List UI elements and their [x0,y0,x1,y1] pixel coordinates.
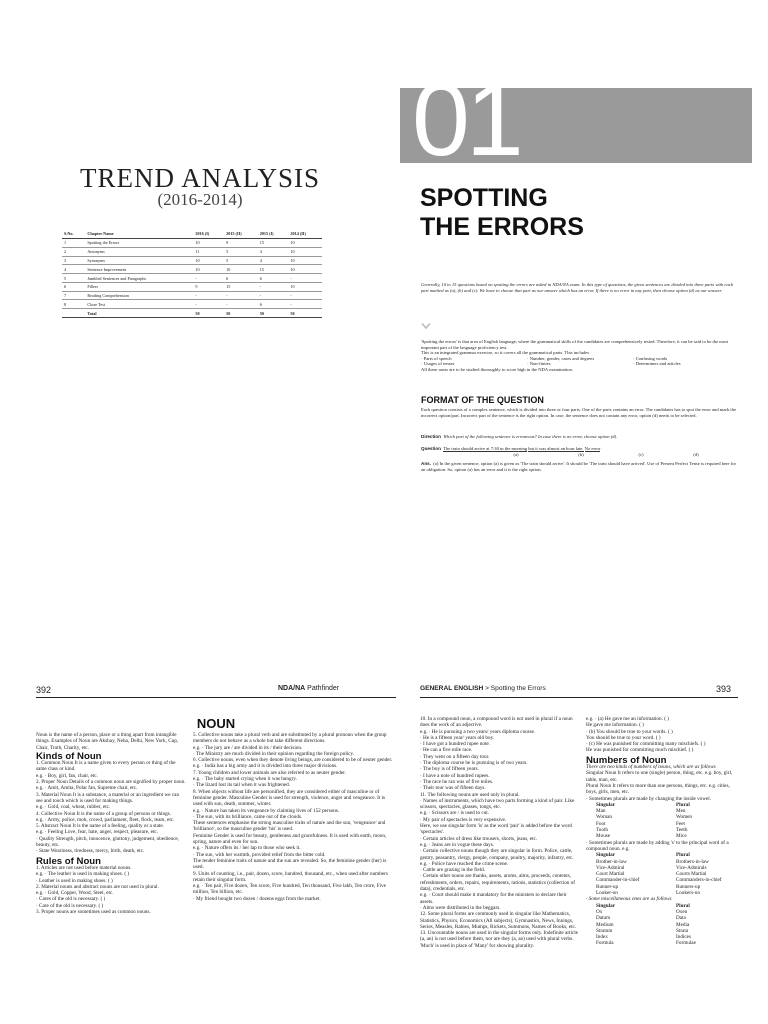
table-cell: - [224,291,258,300]
plural-table-cell: Feet [676,820,685,827]
noun-intro: Noun is the name of a person, place or a thing apart from intangible things. Examples of Noun are Akshay, Neha, Delhi, New York, Cup, Chair, Truth, Charity, etc. [36,732,179,751]
grammar-topic-item: · Parts of speech [421,355,452,361]
grammar-topic-item: · Number, gender, cases and degrees [527,355,595,361]
column-line: e.g. · Ten pair, Five dozen, Ten score, Five hundred, Ten thousand, Five lakh, Ten crore, Five million, Ten billion, etc. [193,883,386,896]
answer-label: Ans. [421,461,431,466]
table-cell: Fillers [85,282,193,291]
plural-table-header: Singular [596,801,616,808]
grammar-topic-item: · Determiners and articles [633,361,681,367]
table-cell: 15 [258,239,289,248]
example-line: e.g. · (a) He gave me an information. ( ) [586,716,669,722]
plural-table-cell: Looker-on [596,890,618,897]
table-cell: 4 [258,247,289,256]
kinds-line: e.g. · Boy, girl, fan, chair, etc. [36,772,98,779]
rules-line: · Care of the old is necessary. ( ) [36,902,104,909]
column-line: Feminine Gender is used for beauty, gentleness and gracefulness. It is used with earth, moon, spring, nature and even for sun. [193,832,387,846]
plural-table-header: Singular [596,852,616,859]
table-cell: Reading Comprehension [85,291,193,300]
chevron-down-icon [421,322,431,330]
changing-inside-note: · Sometimes plurals are made by changing the inside vowel. [586,795,712,802]
question-part-c: No error [584,446,601,451]
trend-header-cell: 2014 (II) [288,229,322,239]
plural-table-cell: Medium [596,921,614,928]
kinds-line: 4. Collective Noun It is the name of a group of persons or things. [36,810,171,817]
column-line: e.g. · Nature has taken its vengeance by claiming lives of 152 persons. [193,807,340,814]
grammar-topic-item: · Non-finites [527,361,551,367]
column-line: · The sun, with its brilliance, came out of the clouds. [193,813,303,820]
table-cell: 50 [193,309,224,318]
column-line: · The race he ran was of five miles. [420,778,494,785]
table-cell: - [224,300,258,309]
rules-line: e.g. · The leather is used in making shoes. ( ) [36,871,130,878]
column-line: 10. In a compound noun, a compound word is not used in plural if a noun does the work of an adjective. [420,716,573,729]
running-header-left-rest: Pathfinder [305,685,340,692]
table-cell: 6 [62,282,85,291]
plural-table-cell: Brother-in-law [596,858,627,865]
table-cell: - [258,282,289,291]
trend-header-cell: 2016 (I) [193,229,224,239]
column-line: · Their tour was of fifteen days. [420,785,486,792]
bullet-text: Parts of speech [423,355,452,361]
column-line: Here, we use singular form 'is' as the word 'pair' is added before the word 'spectacles'. [420,823,572,836]
question-marks [481,452,739,458]
column-line: · Certain collective nouns though they are singular in form. Police, cattle, gentry, peasantry, clergy, people, company, poultry, majority, infantry, etc. [420,848,574,861]
table-cell: 5 [62,274,85,283]
table-cell: 9 [224,239,258,248]
mark-a: (a) [513,451,519,457]
kinds-line: · State Weariness, tiredness, mercy, birth, death, etc. [36,848,145,855]
table-cell: 6 [258,274,289,283]
numbers-heading: Numbers of Noun [586,754,667,766]
column-line: e.g. · Police have reached the crime scene. [420,860,509,867]
column-line: These sentences emphasise the strong masculine traits of nature and the sun, 'vengeance' and 'brilliance', so the masculine gender 'his' is used. [193,820,386,833]
rules-heading: Rules of Noun [36,855,102,867]
plural-table-header: Plural [676,902,690,909]
trend-table-body [62,239,322,318]
information-examples [586,716,738,754]
column-line: · He can a five mile race. [420,747,473,754]
plural-table-cell: Datum [596,915,611,922]
column-line: · Cattle are grazing in the field. [420,867,485,874]
mark-c: (c) [638,451,644,457]
trend-header-cell: S.No. [62,229,85,239]
bullet-text: Confusing words [635,355,668,361]
grammar-topic-item: · Usages of tenses [421,361,455,367]
trend-header-cell: 2015 (II) [224,229,258,239]
table-cell: 50 [288,309,322,318]
table-row [62,239,322,248]
rules-list [36,865,186,915]
table-cell: 15 [258,265,289,274]
plural-table-cell: Teeth [676,827,688,834]
plural-table-cell: Data [676,915,686,922]
plural-table-cell: Mouse [596,833,611,840]
running-header-right-bold: GENERAL ENGLISH [420,685,484,692]
column-line: · They went on a fifteen day tour. [420,753,490,760]
table-cell: Spotting the Errors [85,239,193,248]
chapter-para-2: This is an integrated grammar exercise, so it covers all the grammatical parts. This includes [421,350,590,356]
direction-line [421,434,739,440]
column-line: · He is a fifteen year/ years old boy. [420,734,495,741]
chapter-title-line2: THE ERRORS [420,213,584,241]
plural-table-cell: Formulae [676,940,696,947]
plural-table-vowel [596,802,738,840]
table-cell: 8 [62,300,85,309]
plural-table-cell: Woman [596,814,613,821]
table-cell: 2 [62,247,85,256]
column-line: 11. The following nouns are used only in plural. [420,791,520,798]
plural-table-cell: Foot [596,820,606,827]
table-row-total [62,309,322,318]
plural-definition: Plural Noun It refers to more than one persons, things, etc. e.g. cities, boys, girls, men, etc. [586,782,730,796]
plural-table-cell: Mice [676,833,687,840]
plural-table-cell: Media [676,921,690,928]
right-page-column-2 [586,716,738,947]
trend-analysis-title: TREND ANALYSIS [79,163,321,193]
plural-table-cell: Stratum [596,927,613,934]
plural-table-cell: Runners-up [676,883,701,890]
right-page-column-1 [420,716,580,949]
plural-table-cell: Formula [596,940,614,947]
table-cell: 11 [193,247,224,256]
rules-line: 2. Material nouns and abstract nouns are not used in plural. [36,883,159,890]
chapter-intro: Generally, 10 to 15 questions based on spotting the errors are asked in NDA/NA exam. In this type of questions, the given sentences are divided into three parts with each part marked as (a), (b) and (c). We have to choose that part as our answer which has an error. If there is no error in any part, then choose option (d) as our answer. [421,282,734,293]
trend-analysis-years: (2016-2014) [157,190,243,209]
trend-analysis-table [62,229,322,318]
column-line: e.g. · Nature offers its / her lap to those who seek it. [193,845,301,852]
table-row [62,247,322,256]
column-line: · I have a note of hundred rupees. [420,772,490,779]
table-cell [62,309,85,318]
page-number-left: 392 [36,685,52,695]
plural-table-cell: Runner-up [596,883,619,890]
answer-line [421,461,739,472]
table-cell: - [193,291,224,300]
table-cell: 10 [288,247,322,256]
kinds-list [36,760,186,854]
table-cell: 15 [224,282,258,291]
table-cell: 10 [193,239,224,248]
plural-table-cell: Commanders-in-chief [676,877,722,884]
question-part-b: but it was almost an hour late. [528,446,584,451]
table-cell: 10 [288,256,322,265]
trend-table-header [62,229,322,239]
noun-title: NOUN [196,716,236,731]
plural-table-cell: Ox [596,908,603,915]
numbers-intro: There are two kinds of numbers of nouns, which are as follows [586,764,716,771]
header-rule-left [36,697,396,698]
grammar-topics-list [421,356,739,367]
column-line: · Names of instruments, which have two parts forming a kind of pair. Like scissors, spectacles, glasses, tongs, etc. [420,797,575,811]
column-line: e.g. · Court should make it mandatory for the ministers to declare their assets. [420,892,567,905]
column-line: 13. Uncountable nouns are used in the singular forms only. Indefinite article (a, an) is not used before them, nor are they (a, an) used with plural verbs. 'Much' is used in place of 'Many' for showing plurality. [420,930,578,949]
table-row [62,282,322,291]
column-line: e.g. · Jeans are in vogue these days. [420,841,495,848]
column-line: · My friend bought two dozen / dozens eggs from the market. [193,895,321,902]
chapter-title [420,184,584,242]
column-line: 6. Collective nouns, even when they denote living beings, are considered to be of neuter gender. [193,757,393,764]
plural-table-misc [596,903,738,947]
table-cell: Cloze Test [85,300,193,309]
plural-table-cell: Men [676,808,686,815]
left-page-column-2 [193,732,393,902]
mark-d: (d) [693,451,699,457]
chapter-title-line1: SPOTTING [420,184,548,212]
column-line: · The diploma course he is pursuing is of two years. [420,760,528,767]
table-cell: Sentence Improvement [85,265,193,274]
left-page-column-1 [36,732,186,915]
plural-table-cell: Brothers-in-law [676,858,709,865]
format-heading: FORMAT OF THE QUESTION [421,395,544,405]
table-cell: - [193,300,224,309]
question-line [421,446,739,457]
column-line: 8. When objects without life are personified, they are considered either of masculine or of feminine gender. Masculine Gender is used for strength, violence, anger and vengeance. It is used with sun, death, summer, winter. [193,788,386,808]
rules-line: e.g. · Gold, Copper, Wood, Steel, etc. [36,890,114,897]
table-row [62,256,322,265]
kinds-line: e.g. · Gold, coal, wheat, rubber, etc. [36,804,111,811]
header-rule-right [420,697,738,698]
plural-table-header: Singular [596,902,616,909]
kinds-line: e.g. · Amit, Amita, Polar fan, Supreme chair, etc. [36,785,138,792]
table-cell: - [288,274,322,283]
chapter-body [421,339,739,373]
column-line: · Certain other nouns are thanks, assets, aroms, alms, proceeds, contents, refreshments, orders, repairs, requirements, rations, statistics (collection of data), credentials, etc. [420,873,575,893]
table-cell: 10 [193,256,224,265]
plural-table-cell: Man [596,808,606,815]
singular-definition: Singular Noun It refers to one (single) person, thing, etc. e.g. boy, girl, table, man, etc. [586,770,733,783]
plural-table-cell: Strata [676,927,689,934]
column-line: e.g. · The baby started crying when it was hungry. [193,776,297,783]
table-cell: 10 [193,265,224,274]
table-cell: Antonyms [85,247,193,256]
kinds-line: 2. Proper Noun Details of a common noun are signified by proper noun. [36,779,186,786]
table-cell: 6 [258,300,289,309]
table-cell: 50 [224,309,258,318]
rules-line: · Leather is used in making shoes. ( ) [36,877,113,884]
running-header-left-bold: NDA/NA [278,685,306,692]
compound-note: · Sometimes plurals are made by adding 's' to the principal word of a compound noun. e.g. [586,839,729,852]
question-part-a: The train should arrive at 7:30 in the morning [443,446,528,451]
table-cell: 50 [258,309,289,318]
table-cell: 6 [224,274,258,283]
kinds-line: e.g. · Army, police, mob, crowd, parliament, fleet, flock, team, etc. [36,816,175,823]
rules-line: 3. Proper nouns are sometimes used as common nouns. [36,909,151,916]
table-cell: - [288,291,322,300]
table-cell: 1 [62,239,85,248]
table-cell: 4 [62,265,85,274]
table-cell: 10 [224,265,258,274]
table-cell: - [258,291,289,300]
column-line: 9. Units of counting, i.e., pair, dozen, score, hundred, thousand, etc., when used after numbers retain their singular form. [193,870,388,883]
table-cell: - [288,300,322,309]
plural-table-cell: Vice-Admiral [596,864,625,871]
table-cell: 10 [288,265,322,274]
column-line: e.g. · He is pursuing a two years/ years diploma course. [420,728,536,735]
grammar-topic-item: · Confusing words [633,355,668,361]
kinds-line: 5. Abstract Noun It is the name of a feeling, quality or a state. [36,823,164,830]
column-line: e.g. · The jury are / are divided in its / their decision. [193,744,303,751]
chapter-para-3: All these areas are to be studied thoroughly to score high in the NDA examination. [421,366,573,372]
running-header-right [420,685,546,692]
table-cell: 10 [288,282,322,291]
kinds-line: · Quality Strength, pitch, innocence, gluttony, judgement, obedience, beauty, etc. [36,835,180,849]
example-line: · (b) You should be true to your words. ( ) [586,728,673,735]
plural-table-header: Plural [676,801,690,808]
direction-label: Direction [421,434,441,439]
table-row [62,300,322,309]
plural-table-cell: Oxen [676,908,688,915]
table-row [62,265,322,274]
plural-table-cell: Vice-Admirals [676,864,707,871]
rules-line: 1. Articles are not used before material nouns. [36,864,132,871]
bullet-text: Non-finites [529,361,551,367]
answer-text: (a) In the given sentence, option (a) is given as 'The train should arrive'. It should be 'The train should have arrived'. Use of Present Perfect Tense is required here for an obligation. So, option (a) has an error and it is the right option. [421,461,737,472]
direction-text: Which part of the following sentence is erroneous? In case there is no error, choose option (d). [443,434,618,439]
page-number-right: 393 [716,684,732,694]
column-line: e.g. · India has a big army and it is divided into three major divisions. [193,763,338,770]
plural-table-cell: Lookers-on [676,890,700,897]
misc-note: · Some miscellaneous ones are as follows [586,896,672,903]
plural-table-cell: Tooth [596,827,609,834]
column-line: The tender feminine traits of nature and the sun are revealed. So, the feminine gender (her) is used. [193,857,387,871]
column-line: 5. Collective nouns take a plural verb and are substituted by a plural pronoun when the group members do not behave as a whole but take different directions. [193,732,387,745]
plural-table-compound [596,852,738,896]
kinds-heading: Kinds of Noun [36,750,102,762]
column-line: · My pair of spectacles is very expensive. [420,816,507,823]
column-line: 12. Some plural forms are commonly used in singular like Mathematics, Statistics, Physics, Economics (All subjects), Gymnastics, News, Innings, Series, Measles, Rabies, Mumps, Rickets, Summons, Names of Books, etc. [420,911,577,930]
chapter-number: 01 [412,62,520,178]
column-line: · Certain articles of dress like trousers, shorts, jeans, etc. [420,835,538,842]
chapter-para-1: 'Spotting the errors' is that area of English language, where the grammatical skills of the candidates are comprehensively tested. Therefore, it can be said to be the most important part of the language proficiency test. [421,339,729,350]
plural-table-cell: Court Martial [596,871,625,878]
example-line: You should be true to your word. ( ) [586,734,661,741]
table-row [62,291,322,300]
trend-header-cell: Chapter Name [85,229,193,239]
column-line: · The Ministry are much divided in their opinion regarding the foreign policy. [193,750,355,757]
table-cell: 4 [258,256,289,265]
rules-line: · Cares of the old is necessary. ( ) [36,896,106,903]
example-line: He was punished for committing much mischief. ( ) [586,747,694,754]
bullet-text: Usages of tenses [423,361,455,367]
plural-table-cell: Women [676,814,693,821]
column-line: 7. Young children and lower animals are also referred to as neuter gender. [193,769,346,776]
format-body: Each question consists of a complex sentence, which is divided into three or four parts. One of the parts contains an error. The candidates has to spot the error and mark the incorrect option/part. Incorrect part of the sentence is the right option. In case, the sentence does not contain any error, option (d) needs to be selected. [421,407,737,418]
column-line: · The lizard lost its tail when it was frightened. [193,782,291,789]
plural-table-cell: Indices [676,934,691,941]
table-cell: Jumbled Sentences and Paragraphs [85,274,193,283]
table-cell: Total [85,309,193,318]
question-label: Question [421,446,441,451]
kinds-line: 1. Common Noun It is a name given to every person or thing of the same class or kind. [36,760,176,773]
running-header-left [278,685,339,692]
table-cell: 7 [62,291,85,300]
plural-table-cell: Index [596,934,608,941]
column-line: · The boy is of fifteen years. [420,766,479,773]
running-header-right-rest: > Spotting the Errors [483,685,546,692]
bullet-text: Determiners and articles [635,361,681,367]
kinds-line: 3. Material Noun It is a substance, a material or an ingredient we can see and touch which is used for making things. [36,791,180,804]
table-cell: 9 [193,282,224,291]
trend-header-cell: 2015 (I) [258,229,289,239]
table-cell: 5 [224,247,258,256]
column-line: e.g. · Scissors are / is used to cut. [420,810,490,817]
kinds-line: e.g. · Feeling Love, fear, hate, anger, respect, pleasure, etc. [36,829,159,836]
plural-table-header: Plural [676,852,690,859]
table-cell: Synonyms [85,256,193,265]
example-line: · (c) He was punished for committing many mischiefs. ( ) [586,741,706,748]
mark-b: (b) [578,451,584,457]
table-cell: 5 [224,256,258,265]
table-row [62,274,322,283]
table-cell: 3 [62,256,85,265]
plural-table-cell: Commander-in-chief [596,877,640,884]
table-cell: 10 [288,239,322,248]
bullet-text: Number, gender, cases and degrees [529,355,595,361]
column-line: · I have got a hundred rupee note. [420,741,491,748]
example-line: He gave me information. ( ) [586,722,644,729]
column-line: · Alms were distributed in the beggars. [420,904,501,911]
table-cell: - [193,274,224,283]
plural-table-cell: Courts Martial [676,871,707,878]
column-line: · The sun, with her warmth, provided relief from the bitter cold. [193,851,326,858]
